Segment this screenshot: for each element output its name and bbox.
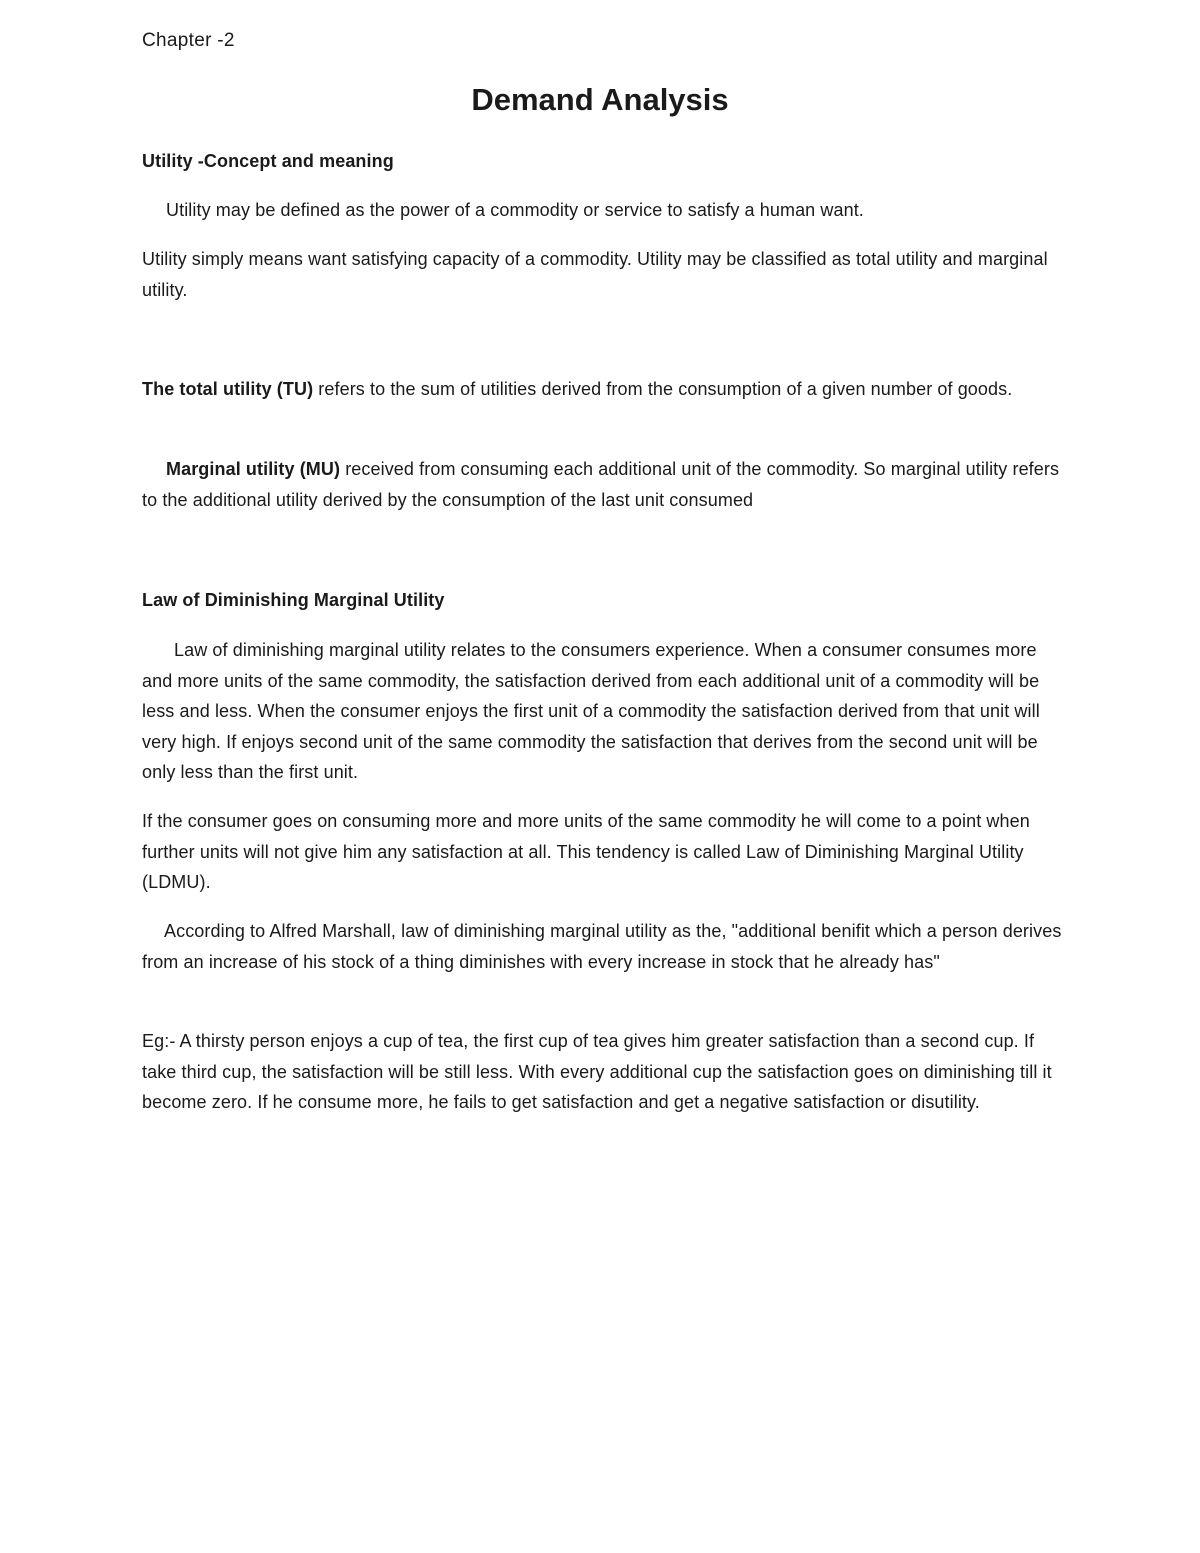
page-title: Demand Analysis [471,82,729,117]
marginal-utility-text: received from consuming each additional unit of the commodity. So marginal utility refers to the additional utility derived by the consumption of the last unit consumed [142,459,1060,510]
example-paragraph: Eg:- A thirsty person enjoys a cup of tea, the first cup of tea gives him greater satisfaction than a second cup. If take third cup, the satisfaction will be still less. With every additional cup the satisfaction goes on diminishing till it become zero. If he consume more, he fails to get satisfaction and get a negative satisfaction or disutility. [142,1031,1052,1112]
ldmu-paragraph-2: If the consumer goes on consuming more and more units of the same commodity he will come to a point when further units will not give him any satisfaction at all. This tendency is called Law of Diminishing Marginal Utility (LDMU). [142,811,1030,892]
utility-meaning-paragraph: Utility simply means want satisfying capacity of a commodity. Utility may be classified as total utility and marginal utility. [142,249,1048,300]
ldmu-paragraph-1: Law of diminishing marginal utility relates to the consumers experience. When a consumer consumes more and more units of the same commodity, the satisfaction derived from each additional unit of a commodity will be less and less. When the consumer enjoys the first unit of a commodity the satisfaction derived from that unit will very high. If enjoys second unit of the same commodity the satisfaction that derives from the second unit will be only less than the first unit. [142,640,1040,782]
marginal-utility-term: Marginal utility (MU) [166,459,341,479]
marginal-utility-paragraph [142,454,1062,515]
total-utility-text: refers to the sum of utilities derived from the consumption of a given number of goods. [313,379,1013,399]
chapter-label: Chapter -2 [142,30,235,51]
total-utility-paragraph [142,374,1062,405]
section-heading-utility: Utility -Concept and meaning [142,151,394,171]
total-utility-term: The total utility (TU) [142,379,314,399]
section-heading-ldmu: Law of Diminishing Marginal Utility [142,590,445,610]
marshall-quote-paragraph: According to Alfred Marshall, law of diminishing marginal utility as the, "additional benifit which a person derives from an increase of his stock of a thing diminishes with every increase in stock that he already has" [142,921,1062,972]
utility-definition-paragraph: Utility may be defined as the power of a commodity or service to satisfy a human want. [166,200,864,220]
